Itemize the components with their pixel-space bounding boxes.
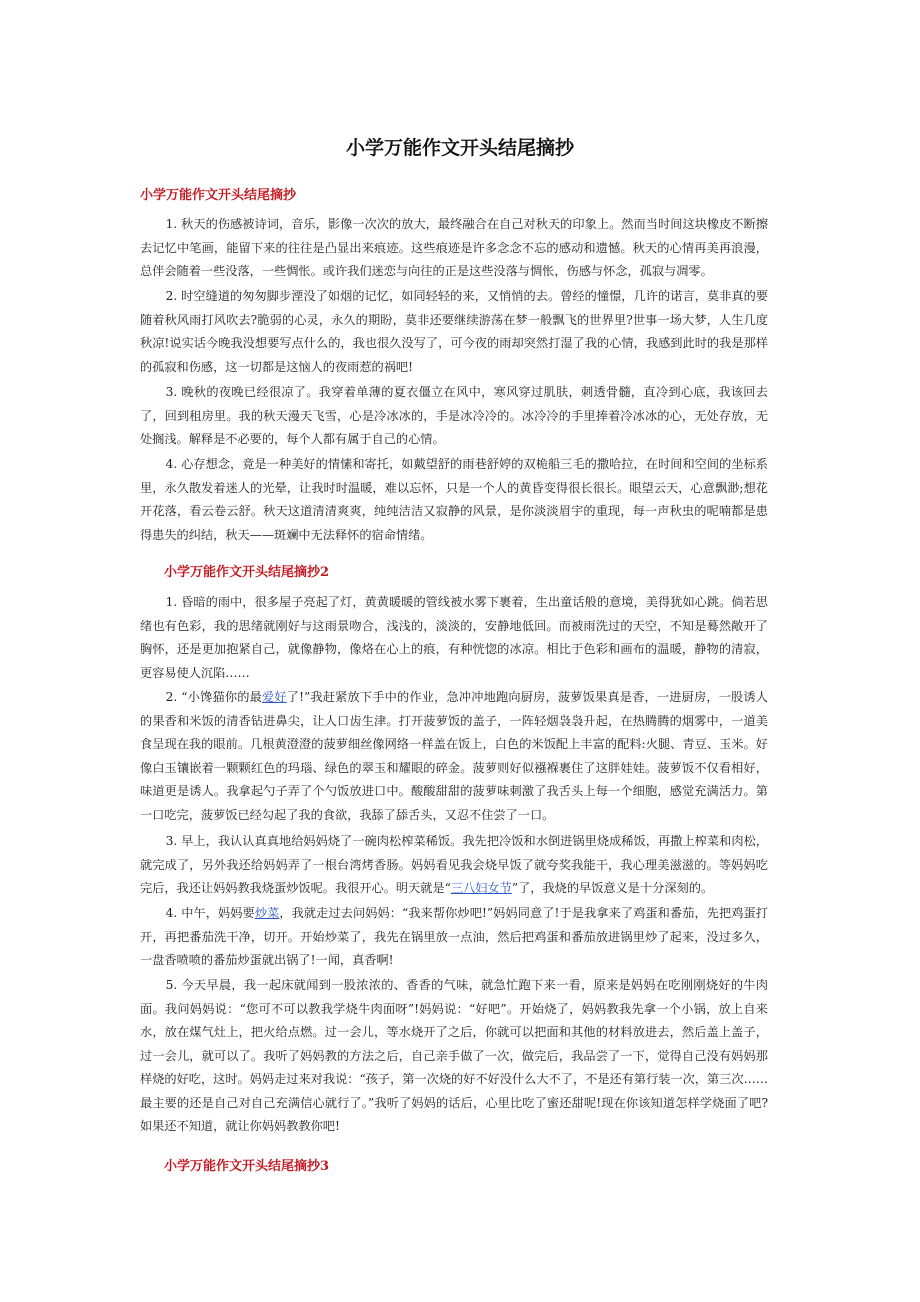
paragraph-text: 2. “小馋猫你的最 bbox=[165, 690, 262, 704]
paragraph-text: ”了，我烧的早饭意义是十分深刻的。 bbox=[511, 881, 714, 895]
paragraph-text: 3. 早上，我认认真真地给妈妈烧了一碗肉松榨菜稀饭。我先把冷饭和水倒进锅里烧成稀饭，再撒上榨菜和肉松，就完成了，另外我还给妈妈弄了一根台湾烤香肠。妈妈看见我会烧早饭了就夸奖我能干，我心理美滋滋的。等妈妈吃完后，我还让妈妈教我烧蛋炒饭呢。我很开心。明天就是“ bbox=[140, 834, 768, 895]
stir-fry-link[interactable]: 炒菜 bbox=[254, 906, 280, 920]
section1-paragraph-4: 4. 心存想念，竟是一种美好的情愫和寄托，如戴望舒的雨巷舒婷的双桅船三毛的撒哈拉，在时间和空间的坐标系里，永久散发着迷人的光晕，让我时时温暖，难以忘怀，只是一个人的黄昏变得很长很长。眼望云天，心意飘渺;想花开花落，看云卷云舒。秋天这道清清爽爽，纯纯洁洁又寂静的风景，是你淡淡眉宇的重现，每一声秋虫的呢喃都是患得患失的纠结，秋天——斑斓中无法释怀的宿命情绪。 bbox=[140, 457, 768, 542]
section2-paragraph-4 bbox=[140, 902, 768, 973]
paragraph-text: 4. 中午，妈妈要 bbox=[165, 906, 255, 920]
paragraph-text: 了!”我赶紧放下手中的作业，急冲冲地跑向厨房，菠萝饭果真是香，一进厨房，一股诱人的果香和米饭的清香钻进鼻尖，让人口齿生津。打开菠萝饭的盖子，一阵轻烟袅袅升起，在热腾腾的烟雾中，一道美食呈现在我的眼前。几根黄澄澄的菠萝细丝像网络一样盖在饭上，白色的米饭配上丰富的配料:火腿、青豆、玉米。好像白玉镶嵌着一颗颗红色的玛瑙、绿色的翠玉和耀眼的碎金。菠萝则好似襁褓裹住了这胖娃娃。菠萝饭不仅看相好，味道更是诱人。我拿起勺子弄了个勺饭放进口中。酸酸甜甜的菠萝味刺激了我舌头上每一个细胞，感觉充满活力。第一口吃完，菠萝饭已经勾起了我的食欲，我舔了舔舌头，又忍不住尝了一口。 bbox=[140, 690, 768, 822]
paragraph-text: ，我就走过去问妈妈：“我来帮你炒吧!”妈妈同意了!于是我拿来了鸡蛋和番茄，先把鸡蛋打开，再把番茄洗干净，切开。开始炒菜了，我先在锅里放一点油，然后把鸡蛋和番茄放进锅里炒了起来，没过多久，一盘香喷喷的番茄炒蛋就出锅了!一闻，真香啊! bbox=[140, 906, 768, 967]
section2-paragraph-5: 5. 今天早晨，我一起床就闻到一股浓浓的、香香的气味，就急忙跑下来一看，原来是妈妈在吃刚刚烧好的牛肉面。我问妈妈说：“您可不可以教我学烧牛肉面呀”!妈妈说：“好吧”。开始烧了，妈妈教我先拿一个小锅，放上自来水，放在煤气灶上，把火给点燃。过一会儿，等水烧开了之后，你就可以把面和其他的材料放进去，然后盖上盖子，过一会儿，就可以了。我听了妈妈教的方法之后，自己亲手做了一次，做完后，我品尝了一下，觉得自己没有妈妈那样烧的好吃，这时。妈妈走过来对我说：“孩子，第一次烧的好不好没什么大不了，不是还有第行装一次，第三次……最主要的还是自己对自己充满信心就行了。”我听了妈妈的话后，心里比吃了蜜还甜呢!现在你该知道怎样学烧面了吧?如果还不知道，就让你妈妈教教你吧! bbox=[140, 978, 768, 1133]
hobby-link[interactable]: 爱好 bbox=[261, 690, 287, 704]
section2-paragraph-1: 1. 昏暗的雨中，很多屋子亮起了灯，黄黄暖暖的管线被水雾下裹着，生出童话般的意境，美得犹如心跳。倘若思绪也有色彩，我的思绪就刚好与这雨景吻合，浅浅的，淡淡的，安静地低回。而被雨洗过的天空，不知是蓦然敞开了胸怀，还是更加抱紧自己，就像静物，像烙在心上的痕，有种恍惚的冰凉。相比于色彩和画布的温暖，静物的清寂，更容易使人沉陷…… bbox=[140, 595, 768, 680]
page-title: 小学万能作文开头结尾摘抄 bbox=[345, 137, 574, 159]
section-heading-3: 小学万能作文开头结尾摘抄3 bbox=[164, 1159, 330, 1174]
section1-paragraph-2: 2. 时空缝道的匆匆脚步湮没了如烟的记忆，如同轻轻的来，又悄悄的去。曾经的憧憬，几许的诺言，莫非真的要随着秋风雨打风吹去?脆弱的心灵，永久的期盼，莫非还要继续游荡在梦一般飘飞的世界里?世事一场大梦，人生几度秋凉!说实话今晚我没想要写点什么的，我也很久没写了，可今夜的雨却突然打湿了我的心情，我感到此时的我是那样的孤寂和伤感，这一切都是这恼人的夜雨惹的祸吧! bbox=[140, 289, 768, 374]
section-heading-2: 小学万能作文开头结尾摘抄2 bbox=[164, 565, 330, 580]
womens-day-link[interactable]: 三八妇女节 bbox=[450, 881, 512, 895]
section-heading-1: 小学万能作文开头结尾摘抄 bbox=[140, 188, 297, 203]
section1-paragraph-1: 1. 秋天的伤感被诗词，音乐，影像一次次的放大，最终融合在自己对秋天的印象上。然而当时间这块橡皮不断擦去记忆中笔画，能留下来的往往是凸显出来痕迹。这些痕迹是许多念念不忘的感动和遗憾。秋天的心情再美再浪漫，总伴会随着一些没落，一些惆怅。或许我们迷恋与向往的正是这些没落与惆怅，伤感与怀念，孤寂与凋零。 bbox=[140, 217, 768, 278]
section2-paragraph-3 bbox=[140, 830, 768, 901]
section2-paragraph-2 bbox=[140, 686, 768, 827]
section1-paragraph-3: 3. 晚秋的夜晚已经很凉了。我穿着单薄的夏衣僵立在风中，寒风穿过肌肤，刺透骨髓，直冷到心底，我该回去了，回到租房里。我的秋天漫天飞雪，心是冷冰冰的，手是冰冷冷的。冰冷冷的手里捧着冷冰冰的心，无处存放，无处搁浅。解释是不必要的，每个人都有属于自己的心情。 bbox=[140, 385, 768, 446]
